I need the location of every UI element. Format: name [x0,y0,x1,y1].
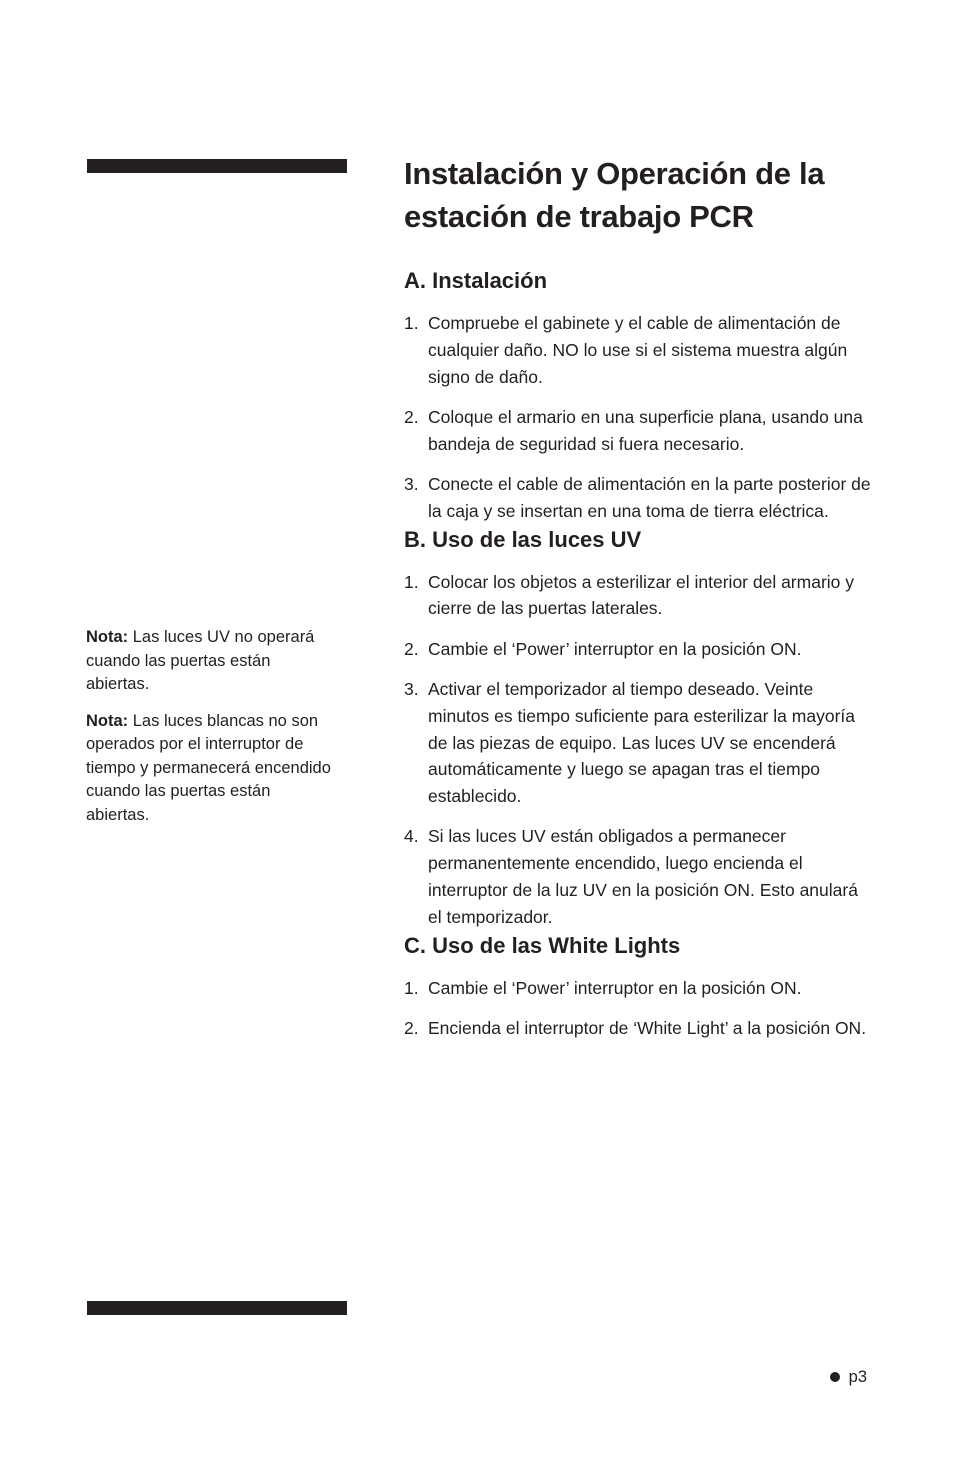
step-number: 1. [404,977,419,998]
step-number: 1. [404,571,419,592]
note-white-lights [86,710,336,828]
page-number: p3 [848,1368,867,1386]
note-text: Las luces UV no operará cuando las puertas están abiertas. [86,628,315,693]
section-title: B. Uso de las luces UV [404,526,642,552]
list-item [404,310,874,390]
note-label: Nota: [86,628,129,646]
bullet-icon [830,1372,840,1382]
page-title: Instalación y Operación de la estación de trabajo PCR [404,156,825,234]
section-title: A. Instalación [404,268,548,293]
step-text: Cambie el ‘Power’ interruptor en la posición ON. [428,977,802,998]
step-text: Coloque el armario en una superficie plana, usando una bandeja de seguridad si fuera necesario. [428,406,863,454]
step-number: 4. [404,826,419,847]
list-item [404,636,874,663]
step-text: Encienda el interruptor de ‘White Light’ a la posición ON. [428,1017,867,1038]
step-number: 3. [404,473,419,494]
top-rule [87,159,347,173]
section-title: C. Uso de las White Lights [404,932,681,958]
list-item [404,404,874,458]
list-item [404,975,874,1002]
step-text: Conecte el cable de alimentación en la parte posterior de la caja y se insertan en una toma de tierra eléctrica. [428,473,871,521]
steps-list [404,975,874,1042]
section-uv-lights [404,525,874,931]
page-footer [830,1366,867,1388]
step-number: 1. [404,313,419,333]
steps-list [404,310,874,525]
step-text: Cambie el ‘Power’ interruptor en la posición ON. [428,638,802,659]
note-text: Las luces blancas no son operados por el interruptor de tiempo y permanecerá encendido cuando las puertas están abiertas. [86,711,331,824]
note-uv [86,626,336,697]
step-number: 2. [404,638,419,659]
step-number: 2. [404,406,419,427]
list-item [404,1015,874,1042]
list-item [404,471,874,525]
note-label: Nota: [86,711,129,730]
bottom-rule [87,1301,347,1315]
list-item [404,569,874,623]
sidebar-notes [86,626,336,840]
section-white-lights [404,931,874,1042]
step-text: Activar el temporizador al tiempo deseado. Veinte minutos es tiempo suficiente para esterilizar la mayoría de las piezas de equipo. Las luces UV se encenderá automáticamente y luego se apagan tras el tiempo establecido. [428,678,855,807]
step-text: Compruebe el gabinete y el cable de alimentación de cualquier daño. NO lo use si el sistema muestra algún signo de daño. [428,313,848,387]
steps-list [404,569,874,931]
step-text: Colocar los objetos a esterilizar el interior del armario y cierre de las puertas laterales. [428,571,855,619]
section-installation [404,266,874,525]
step-number: 3. [404,678,419,699]
step-text: Si las luces UV están obligados a permanecer permanentemente encendido, luego encienda el interruptor de la luz UV en la posición ON. Esto anulará el temporizador. [428,826,858,927]
main-content [404,152,874,1042]
step-number: 2. [404,1017,419,1038]
list-item [404,823,874,930]
list-item [404,676,874,810]
